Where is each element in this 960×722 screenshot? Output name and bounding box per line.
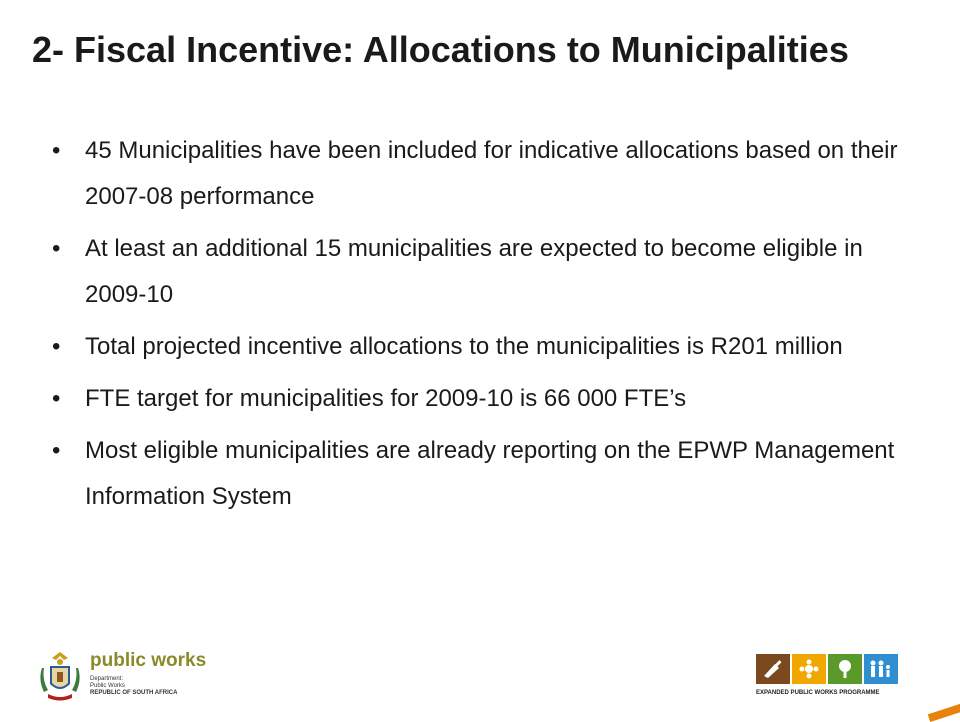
bullet-list [52, 128, 912, 526]
bullet-text: 45 Municipalities have been included for indicative allocations based on their 2007-08 performance [85, 137, 898, 210]
family-icon [864, 654, 898, 684]
tree-icon [828, 654, 862, 684]
public-works-logo [38, 646, 208, 706]
trowel-icon [756, 654, 790, 684]
bullet-dot-icon: • [52, 437, 61, 464]
bullet-dot-icon: • [52, 333, 61, 360]
bullet-text: At least an additional 15 municipalities are expected to become eligible in 2009-10 [85, 235, 863, 308]
bullet-dot-icon: • [52, 385, 61, 412]
sun-flower-icon [792, 654, 826, 684]
coat-of-arms-icon [38, 650, 82, 702]
logo-line-2: Public Works [90, 683, 125, 689]
logo-line-3: REPUBLIC OF SOUTH AFRICA [90, 690, 178, 696]
bullet-text: FTE target for municipalities for 2009-10 is 66 000 FTE’s [85, 385, 687, 412]
bullet-item [52, 376, 912, 422]
logo-line-1: Department: [90, 676, 124, 682]
logo-department [90, 676, 177, 697]
bullet-item [52, 324, 912, 370]
slide-title: 2- Fiscal Incentive: Allocations to Municipalities [32, 29, 849, 70]
bullet-dot-icon: • [52, 235, 61, 262]
bullet-item [52, 226, 912, 318]
bullet-dot-icon: • [52, 137, 61, 164]
epwp-icon-row [756, 654, 898, 684]
bullet-text: Total projected incentive allocations to the municipalities is R201 million [85, 333, 843, 360]
epwp-logo [756, 654, 906, 706]
bullet-item [52, 128, 912, 220]
bullet-item [52, 428, 912, 520]
logo-name: public works [90, 650, 207, 671]
corner-accent [928, 702, 960, 722]
epwp-name: EXPANDED PUBLIC WORKS PROGRAMME [756, 690, 880, 696]
bullet-text: Most eligible municipalities are already reporting on the EPWP Management Information System [85, 437, 895, 510]
